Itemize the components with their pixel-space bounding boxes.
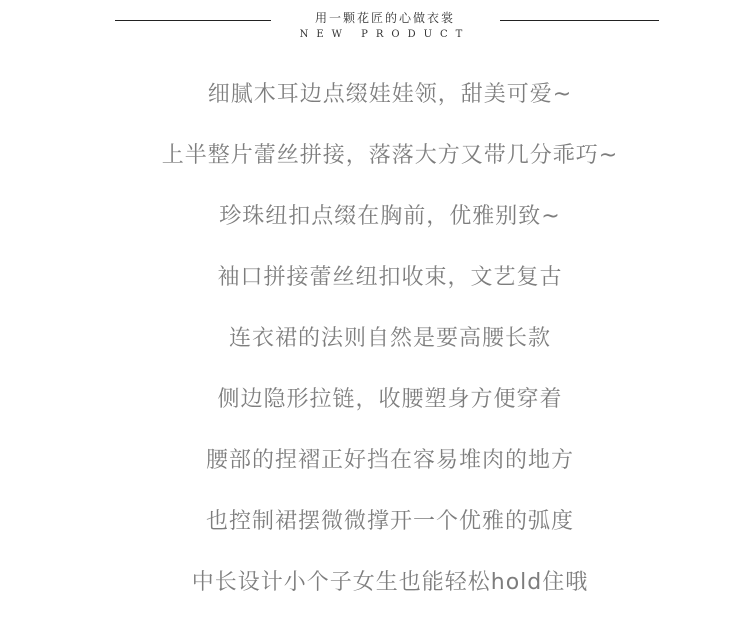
header-subtitle: NEW PRODUCT [299,29,471,40]
description-line: 袖口拼接蕾丝纽扣收束，文艺复古 [217,265,563,290]
description-line: 珍珠纽扣点缀在胸前，优雅别致~ [219,204,561,229]
description-line: 中长设计小个子女生也能轻松hold住哦 [191,570,589,595]
description-line: 连衣裙的法则自然是要高腰长款 [228,326,551,351]
description-line: 也控制裙摆微微撑开一个优雅的弧度 [205,509,574,534]
header [0,0,750,50]
header-title: 用一颗花匠的心做衣裳 [314,11,455,25]
header-rule-right [500,20,659,21]
description-line: 腰部的捏褶正好挡在容易堆肉的地方 [205,448,574,473]
description-line: 上半整片蕾丝拼接，落落大方又带几分乖巧~ [161,143,619,168]
description-line: 细腻木耳边点缀娃娃领，甜美可爱~ [207,82,573,107]
description-line: 侧边隐形拉链，收腰塑身方便穿着 [217,387,563,412]
